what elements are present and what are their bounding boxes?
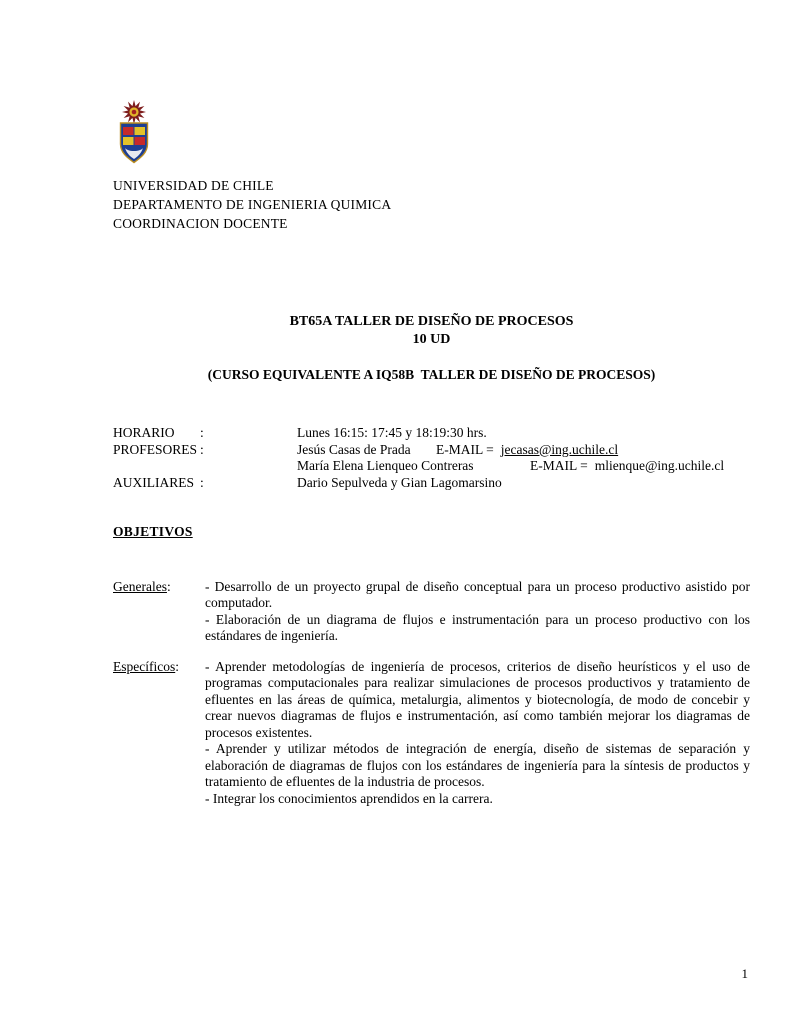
letterhead-unit: COORDINACION DOCENTE: [113, 215, 288, 231]
page-number: 1: [741, 966, 748, 981]
profesor1-email-link[interactable]: jecasas@ing.uchile.cl: [500, 441, 619, 457]
course-credits: 10 UD: [412, 331, 451, 347]
generales-label: [113, 579, 205, 645]
profesor2: [297, 458, 750, 475]
course-info: [113, 425, 750, 491]
horario-row: [113, 425, 750, 442]
especificos-paragraph: - Aprender y utilizar métodos de integración de energía, diseño de sistemas de separación y elaboración de diagramas de flujos con los estándares de ingeniería para la síntesis de productos y tratamiento de efluentes de la industria de procesos.: [205, 741, 750, 789]
profesores-colon: :: [200, 441, 204, 457]
profesor2-email-link[interactable]: mlienque@ing.uchile.cl: [594, 458, 725, 473]
course-title: BT65A TALLER DE DISEÑO DE PROCESOS: [289, 313, 574, 329]
especificos-section: [113, 659, 750, 808]
profesor2-name: María Elena Lienqueo Contreras: [297, 458, 474, 473]
generales-paragraph: - Elaboración de un diagrama de flujos e instrumentación para un proceso productivo con los estándares de ingeniería.: [205, 611, 750, 643]
university-crest-icon: [113, 100, 155, 166]
title-block: [113, 313, 750, 349]
especificos-label-colon: :: [175, 658, 179, 674]
profesor1-email-label: E-MAIL =: [436, 441, 494, 457]
university-logo: [113, 100, 750, 171]
generales-section: [113, 579, 750, 645]
profesor1: [297, 442, 750, 459]
course-equivalence: (CURSO EQUIVALENTE A IQ58B TALLER DE DISEÑO DE PROCESOS): [207, 366, 656, 382]
auxiliares-label: AUXILIARES: [113, 474, 194, 490]
generales-label-colon: :: [166, 578, 171, 594]
especificos-label-text: Específicos: [113, 658, 176, 674]
profesor1-name: Jesús Casas de Prada: [297, 441, 411, 457]
especificos-paragraph: - Integrar los conocimientos aprendidos en la carrera.: [205, 790, 493, 806]
profesores-row: [113, 442, 750, 459]
horario-value: Lunes 16:15: 17:45 y 18:19:30 hrs.: [297, 425, 487, 440]
especificos-label: [113, 659, 205, 808]
generales-paragraph: - Desarrollo de un proyecto grupal de diseño conceptual para un proceso productivo asistido por computador.: [205, 578, 750, 610]
horario-colon: :: [200, 425, 204, 440]
objetivos-heading: OBJETIVOS: [113, 524, 193, 539]
letterhead: [113, 100, 750, 233]
profesor2-email-label: E-MAIL =: [530, 458, 588, 473]
auxiliares-colon: :: [200, 474, 204, 490]
letterhead-university: UNIVERSIDAD DE CHILE: [113, 177, 274, 193]
generales-text: [205, 579, 750, 645]
horario-label: HORARIO: [113, 425, 175, 440]
auxiliares-row: [113, 475, 750, 492]
especificos-text: [205, 659, 750, 808]
generales-label-text: Generales: [113, 578, 167, 594]
especificos-paragraph: - Aprender metodologías de ingeniería de procesos, criterios de diseño heurísticos y el uso de programas computacionales para realizar simulaciones de procesos productivos y tratamiento de efluentes en las áreas de química, metalurgia, alimentos y biotecnología, de modo de concebir y crear nuevos diagramas de flujos e instrumentación, así como también mejorar los diagramas de procesos existentes.: [205, 658, 750, 740]
profesor2-row: [113, 458, 750, 475]
auxiliares-value: Dario Sepulveda y Gian Lagomarsino: [297, 474, 502, 490]
profesores-label: PROFESORES: [113, 441, 198, 457]
letterhead-department: DEPARTAMENTO DE INGENIERIA QUIMICA: [113, 196, 392, 212]
